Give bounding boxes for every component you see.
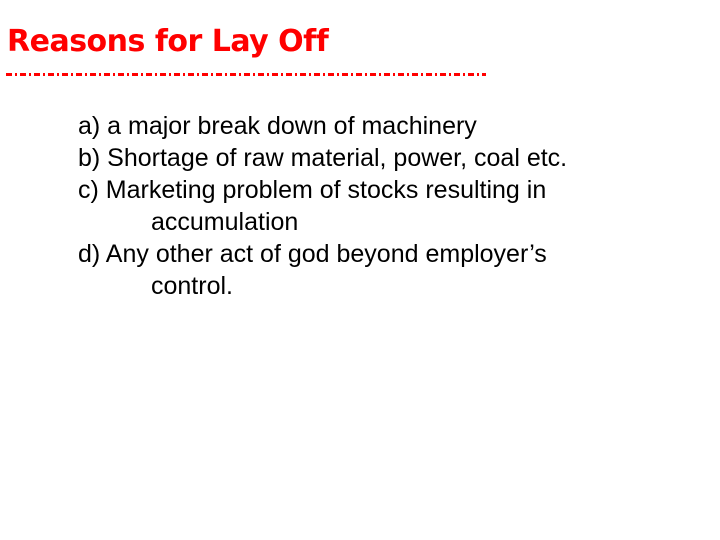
list-item-text: a) a major break down of machinery	[78, 112, 477, 140]
list-item	[78, 238, 698, 302]
list-item	[78, 142, 698, 174]
list-item	[78, 174, 698, 238]
list-item-text: d) Any other act of god beyond employer’s	[78, 240, 547, 268]
list-item-continuation: accumulation	[151, 208, 299, 236]
list-item-text: b) Shortage of raw material, power, coal etc.	[78, 144, 568, 172]
title-divider	[6, 73, 486, 76]
reasons-list	[78, 110, 698, 302]
list-item-continuation: control.	[151, 272, 233, 300]
list-item	[78, 110, 698, 142]
list-item-text: c) Marketing problem of stocks resulting in	[78, 176, 547, 204]
slide-title: Reasons for Lay Off	[7, 24, 329, 59]
